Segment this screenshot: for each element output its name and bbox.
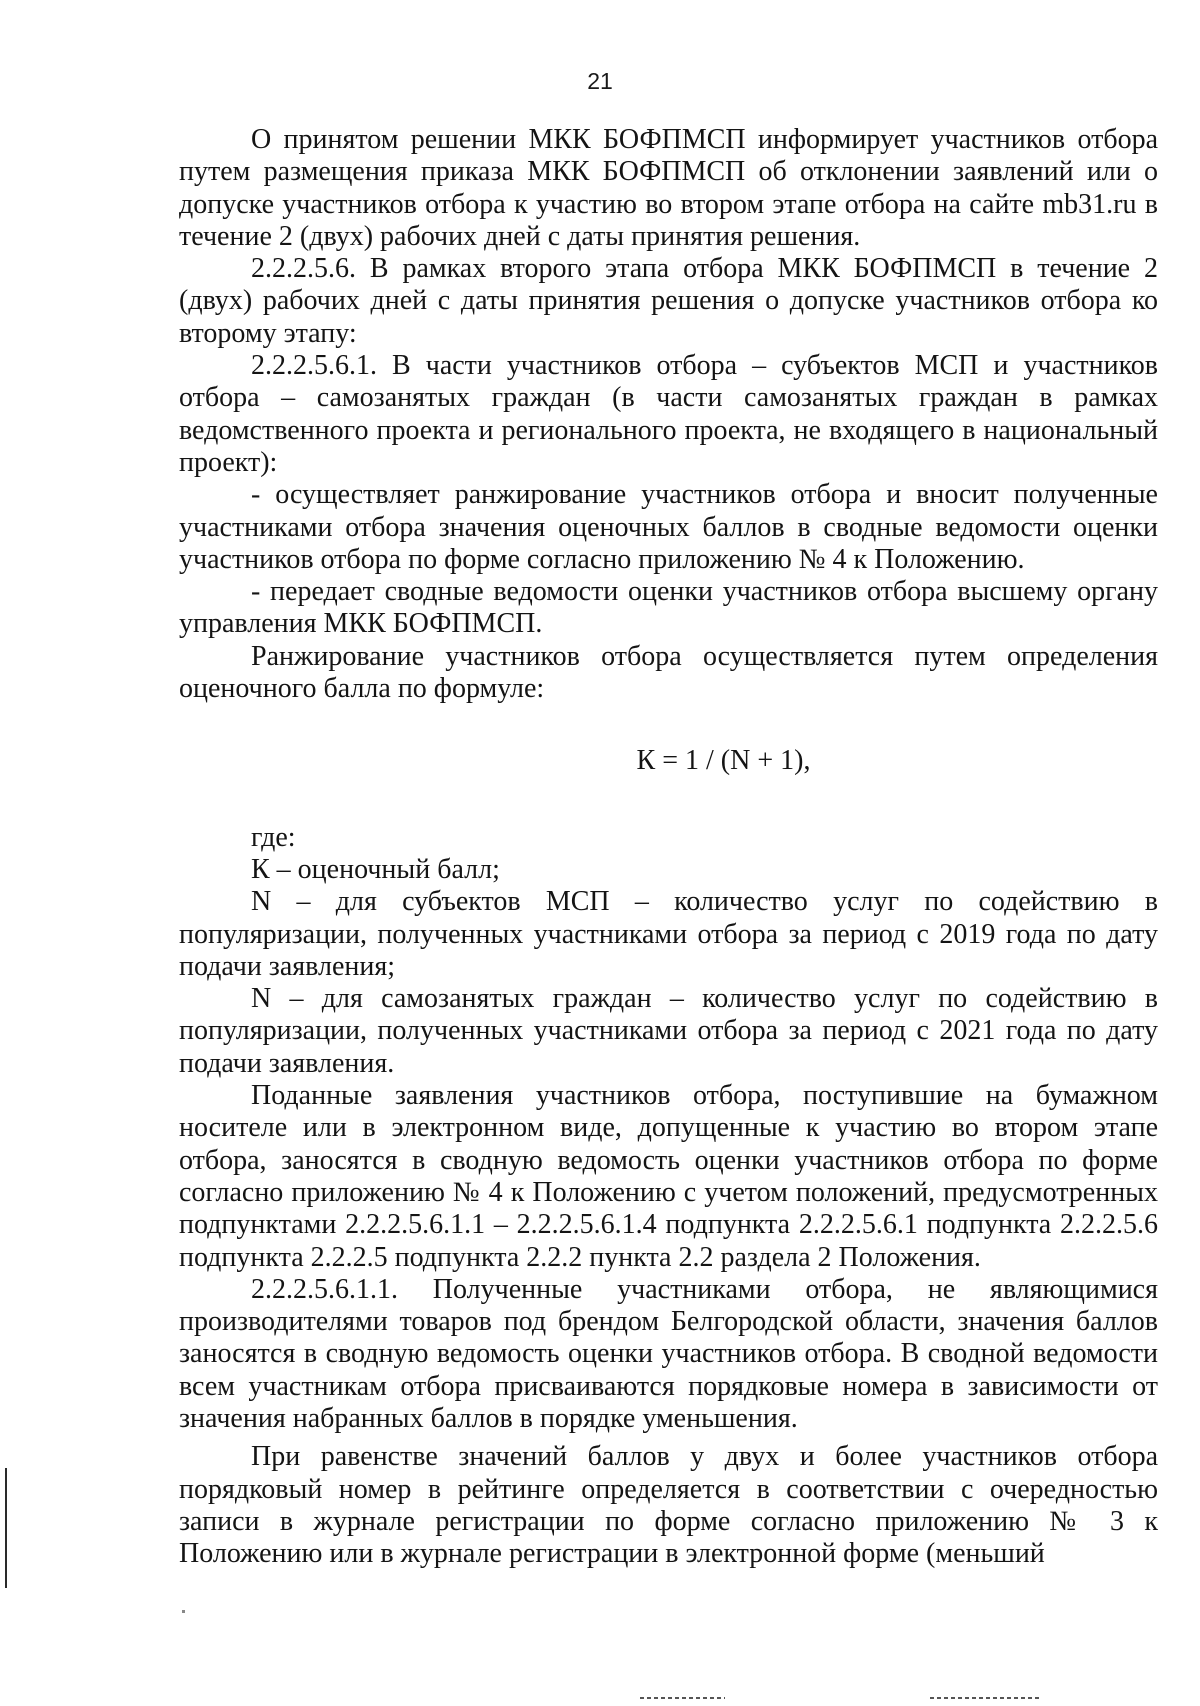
paragraph-ranking-formula-intro: Ранжирование участников отбора осуществляется путем определения оценочного балла по формуле: [179,640,1158,705]
paragraph-decision-notice: О принятом решении МКК БОФПМСП информирует участников отбора путем размещения приказа МКК БОФПМСП об отклонении заявлений или о допуске участников отбора к участию во втором этапе отбора на сайте mb31.ru в течение 2 (двух) рабочих дней с даты принятия решения. [179,124,1158,252]
formula: К = 1 / (N + 1), [636,745,811,777]
paragraph-2-2-2-5-6: 2.2.2.5.6. В рамках второго этапа отбора МКК БОФПМСП в течение 2 (двух) рабочих дней с даты принятия решения о допуске участников отбора ко второму этапу: [179,253,1158,349]
paragraph-where: где: [251,821,296,853]
paragraph-ranking-item: - осуществляет ранжирование участников отбора и вносит полученные участниками отбора значения оценочных баллов в сводные ведомости оценки участников отбора по форме согласно приложению № 4 к Положению. [179,479,1158,575]
scan-bottom-dash-right [930,1697,1040,1699]
paragraph-2-2-2-5-6-1-1: 2.2.2.5.6.1.1. Полученные участниками отбора, не являющимися производителями товаров под брендом Белгородской области, значения баллов заносятся в сводную ведомость оценки участников отбора. В сводной ведомости всем участникам отбора присваиваются порядковые номера в зависимости от значения набранных баллов в порядке уменьшения. [179,1273,1158,1434]
paragraph-transfer-item: - передает сводные ведомости оценки участников отбора высшему органу управления МКК БОФПМСП. [179,576,1158,640]
scan-edge-mark [5,1468,7,1588]
paragraph-k-definition: К – оценочный балл; [251,853,500,885]
paragraph-2-2-2-5-6-1: 2.2.2.5.6.1. В части участников отбора – субъектов МСП и участников отбора – самозанятых граждан (в части самозанятых граждан в рамках ведомственного проекта и регионального проекта, не входящего в национальный проект): [179,350,1158,478]
scan-dot [182,1610,185,1613]
paragraph-n-self-employed-definition: N – для самозанятых граждан – количество услуг по содействию в популяризации, полученных участниками отбора за период с 2021 года по дату подачи заявления. [179,983,1158,1079]
scan-bottom-dash-left [640,1697,725,1699]
paragraph-equal-scores: При равенстве значений баллов у двух и более участников отбора порядковый номер в рейтинге определяется в соответствии с очередностью записи в журнале регистрации по форме согласно приложению № 3 к Положению или в журнале регистрации в электронной форме (меньший [179,1441,1158,1570]
page-number: 21 [587,68,613,94]
paragraph-submitted-applications: Поданные заявления участников отбора, поступившие на бумажном носителе или в электронном виде, допущенные к участию во втором этапе отбора, заносятся в сводную ведомость оценки участников отбора по форме согласно приложению № 4 к Положению с учетом положений, предусмотренных подпунктами 2.2.2.5.6.1.1 – 2.2.2.5.6.1.4 подпункта 2.2.2.5.6.1 подпункта 2.2.2.5.6 подпункта 2.2.2.5 подпункта 2.2.2 пункта 2.2 раздела 2 Положения. [179,1080,1158,1273]
document-body [179,124,1158,1570]
paragraph-n-msp-definition: N – для субъектов МСП – количество услуг по содействию в популяризации, полученных участниками отбора за период с 2019 года по дату подачи заявления; [179,886,1158,982]
